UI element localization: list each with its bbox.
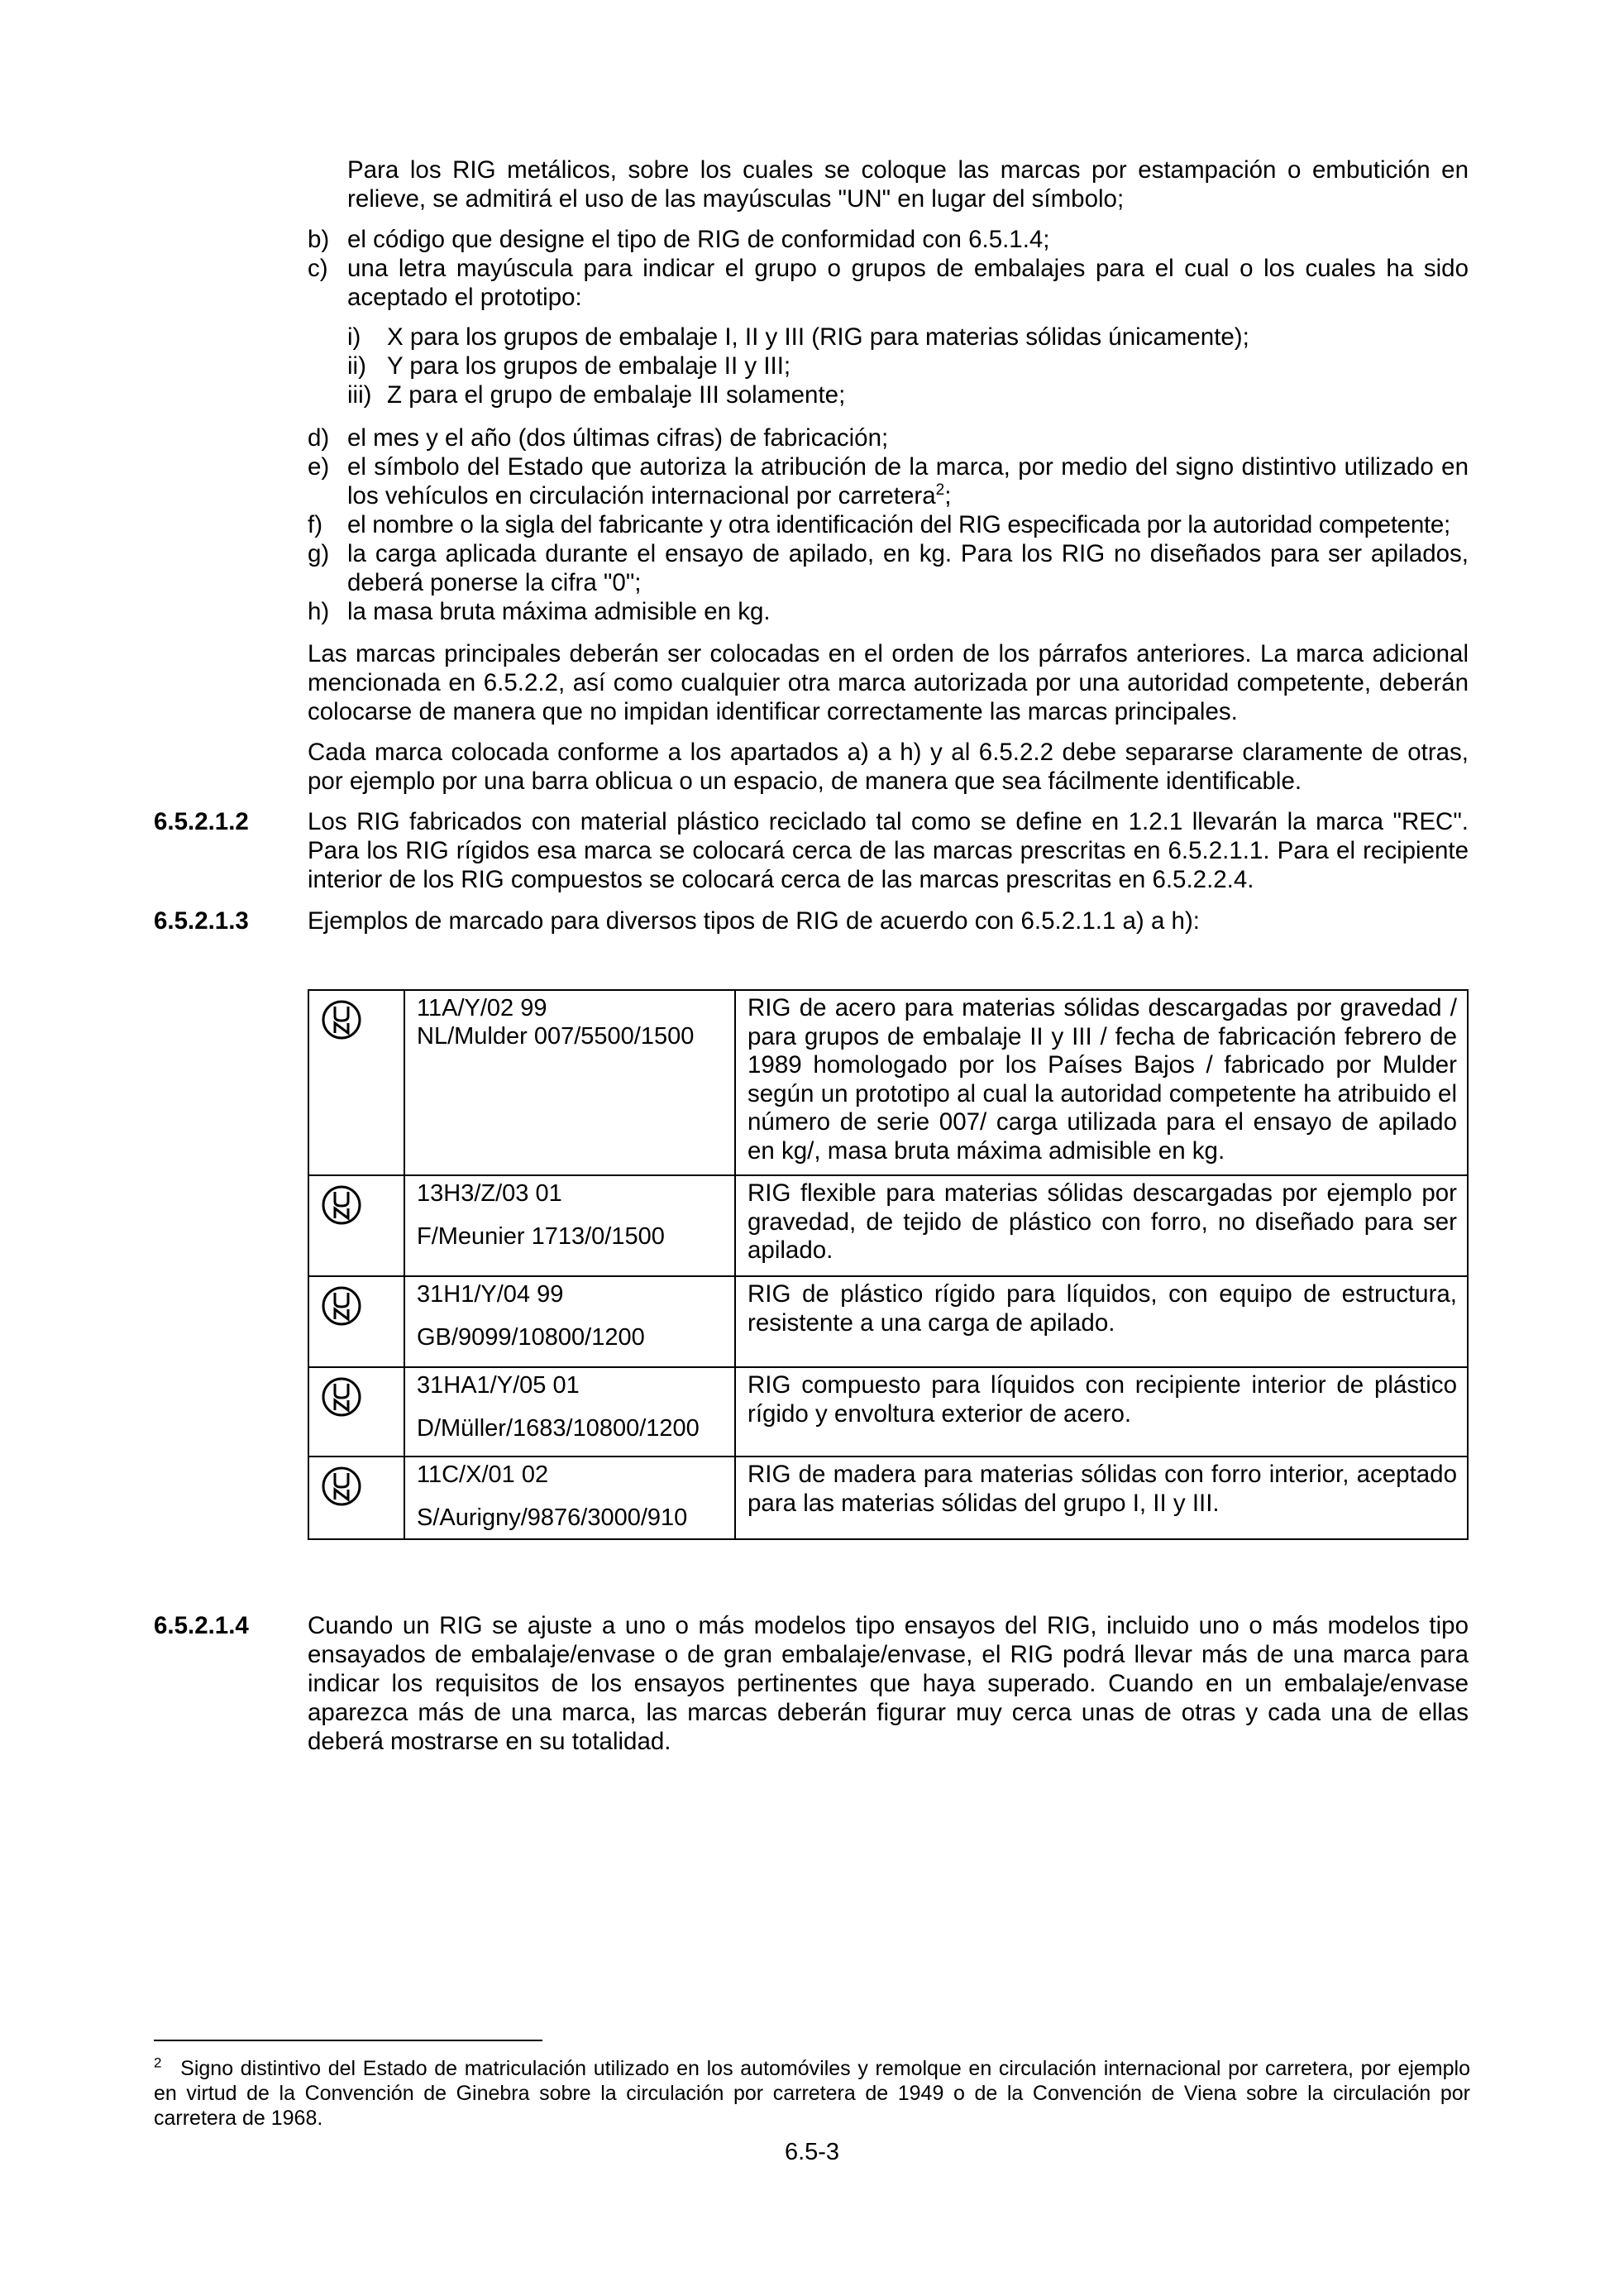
sublist-label: i) xyxy=(347,323,361,351)
list-text: la masa bruta máxima admisible en kg. xyxy=(347,598,771,625)
footnote-text: Signo distintivo del Estado de matriculación utilizado en los automóviles y remolque en circulación internacional por carretera, por ejemplo en virtud de la Convención de Ginebra sobre la circulación por carretera de 1949 o de la Convención de Viena sobre la circulación por carretera de 1968. xyxy=(154,2057,1470,2130)
table-row xyxy=(309,1456,1467,1540)
list-text: una letra mayúscula para indicar el grupo o grupos de embalajes para el cual o los cuales ha sido aceptado el prototipo: xyxy=(347,255,1469,311)
section-text: Ejemplos de marcado para diversos tipos de RIG de acuerdo con 6.5.2.1.1 a) a h): xyxy=(308,907,1200,935)
mark-code-line1: 11A/Y/02 99 xyxy=(417,995,547,1021)
un-note-paragraph: Para los RIG metálicos, sobre los cuales se coloque las marcas por estampación o embutición en relieve, se admitirá el uso de las mayúsculas "UN" en lugar del símbolo; xyxy=(347,156,1469,213)
page-number: 6.5-3 xyxy=(784,2139,840,2165)
marks-table xyxy=(308,989,1469,1540)
footnote-separator xyxy=(154,2040,542,2041)
mark-code-line1: 13H3/Z/03 01 xyxy=(417,1180,562,1207)
mark-description: RIG flexible para materias sólidas descargadas por ejemplo por gravedad, de tejido de plástico con forro, no diseñado para ser apilado. xyxy=(748,1179,1457,1264)
list-text: la carga aplicada durante el ensayo de apilado, en kg. Para los RIG no diseñados para ser apilados, deberá ponerse la cifra "0"; xyxy=(347,540,1469,596)
section-text: Los RIG fabricados con material plástico reciclado tal como se define en 1.2.1 llevarán la marca "REC". Para los RIG rígidos esa marca se colocará cerca de las marcas prescritas en 6.5.2.1.1. Para el recipiente interior de los RIG compuestos se colocará cerca de las marcas prescritas en 6.5.2.2.4. xyxy=(308,808,1469,893)
table-row xyxy=(309,1174,1467,1275)
mark-description: RIG de plástico rígido para líquidos, con equipo de estructura, resistente a una carga de apilado. xyxy=(748,1280,1457,1337)
sublist-text: Y para los grupos de embalaje II y III; xyxy=(387,352,791,380)
order-paragraph: Las marcas principales deberán ser colocadas en el orden de los párrafos anteriores. La marca adicional mencionada en 6.5.2.2, así como cualquier otra marca autorizada por una autoridad competente, deberán colocarse de manera que no impidan identificar correctamente las marcas principales. xyxy=(308,640,1469,725)
section-text: Cuando un RIG se ajuste a uno o más modelos tipo ensayos del RIG, incluido uno o más modelos tipo ensayados de embalaje/envase o de gran embalaje/envase, el RIG podrá llevar más de una marca para indicar los requisitos de los ensayos pertinentes que haya superado. Cuando en un embalaje/envase aparezca más de una marca, las marcas deberán figurar muy cerca unas de otras y cada una de ellas deberá mostrarse en su totalidad. xyxy=(308,1612,1469,1755)
mark-code-line2: F/Meunier 1713/0/1500 xyxy=(417,1223,665,1250)
list-label: e) xyxy=(308,453,330,481)
un-packaging-symbol-icon xyxy=(321,1184,362,1226)
mark-code-line1: 31HA1/Y/05 01 xyxy=(417,1372,580,1399)
un-packaging-symbol-icon xyxy=(321,1376,362,1418)
section-number: 6.5.2.1.3 xyxy=(154,907,249,935)
sublist-label: ii) xyxy=(347,352,366,380)
footnote xyxy=(154,2056,1470,2131)
list-text xyxy=(347,452,1469,510)
list-label: b) xyxy=(308,226,330,253)
list-text-end: ; xyxy=(944,482,952,509)
sublist-text: Z para el grupo de embalaje III solamente; xyxy=(387,381,846,409)
list-label: f) xyxy=(308,511,323,538)
list-text: el nombre o la sigla del fabricante y otra identificación del RIG especificada por la autoridad competente; xyxy=(347,511,1450,538)
separate-paragraph: Cada marca colocada conforme a los apartados a) a h) y al 6.5.2.2 debe separarse claramente de otras, por ejemplo por una barra oblicua o un espacio, de manera que sea fácilmente identificable. xyxy=(308,739,1469,795)
mark-code-line2: NL/Mulder 007/5500/1500 xyxy=(417,1023,695,1050)
mark-code-line2: D/Müller/1683/10800/1200 xyxy=(417,1415,700,1442)
table-row xyxy=(309,1275,1467,1366)
mark-code-line1: 31H1/Y/04 99 xyxy=(417,1281,564,1308)
sublist-label: iii) xyxy=(347,381,372,409)
list-label: g) xyxy=(308,540,330,567)
sublist-text: X para los grupos de embalaje I, II y III (RIG para materias sólidas únicamente); xyxy=(387,323,1249,351)
section-number: 6.5.2.1.4 xyxy=(154,1612,249,1639)
un-packaging-symbol-icon xyxy=(321,1285,362,1327)
un-packaging-symbol-icon xyxy=(321,999,362,1040)
footnote-ref[interactable]: 2 xyxy=(935,481,945,500)
mark-code-line2: S/Aurigny/9876/3000/910 xyxy=(417,1504,688,1531)
mark-description: RIG de madera para materias sólidas con forro interior, aceptado para las materias sólidas del grupo I, II y III. xyxy=(748,1461,1457,1517)
list-text: el código que designe el tipo de RIG de conformidad con 6.5.1.4; xyxy=(347,226,1050,253)
list-label: d) xyxy=(308,424,330,452)
list-text-main: el símbolo del Estado que autoriza la atribución de la marca, por medio del signo distintivo utilizado en los vehículos en circulación internacional por carretera xyxy=(347,453,1469,509)
list-text: el mes y el año (dos últimas cifras) de fabricación; xyxy=(347,424,889,452)
section-number: 6.5.2.1.2 xyxy=(154,808,249,835)
table-row xyxy=(309,1366,1467,1456)
mark-code-line2: GB/9099/10800/1200 xyxy=(417,1324,645,1351)
mark-description: RIG compuesto para líquidos con recipiente interior de plástico rígido y envoltura exterior de acero. xyxy=(748,1371,1457,1428)
mark-description: RIG de acero para materias sólidas descargadas por gravedad / para grupos de embalaje II y III / fecha de fabricación febrero de 1989 homologado por los Países Bajos / fabricado por Mulder según un prototipo al cual la autoridad competente ha atribuido el número de serie 007/ carga utilizada para el ensayo de apilado en kg/, masa bruta máxima admisible en kg. xyxy=(748,994,1457,1165)
un-packaging-symbol-icon xyxy=(321,1466,362,1507)
list-label: c) xyxy=(308,255,328,282)
table-row xyxy=(309,991,1467,1174)
footnote-number: 2 xyxy=(154,2054,162,2071)
list-label: h) xyxy=(308,598,330,625)
mark-code-line1: 11C/X/01 02 xyxy=(417,1461,549,1488)
